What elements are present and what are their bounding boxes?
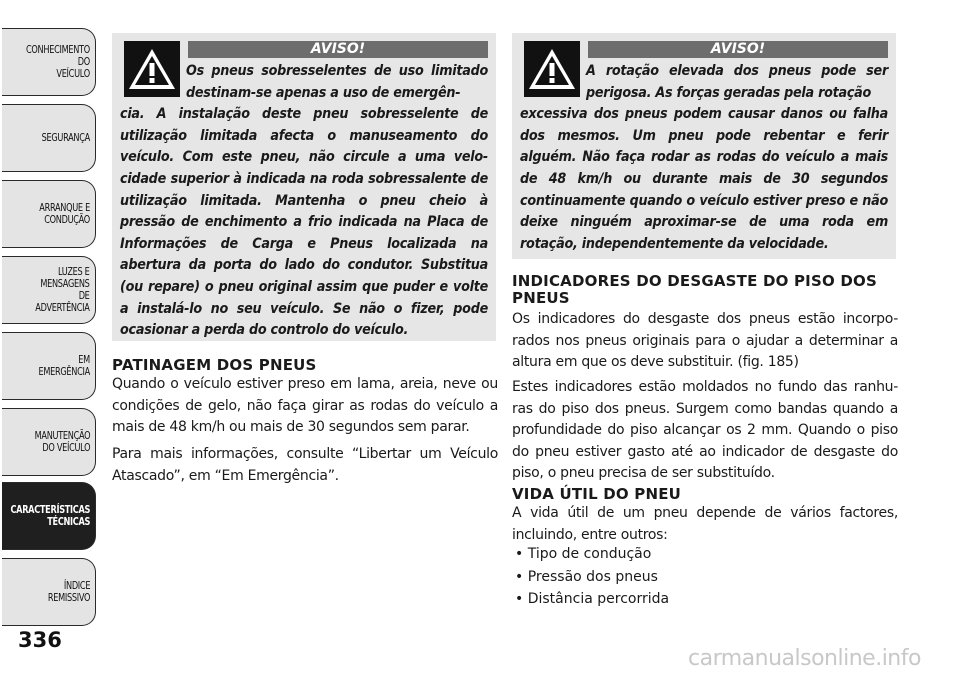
section-title-vida-util: VIDA ÚTIL DO PNEU bbox=[512, 485, 682, 503]
paragraph-indicadores-2: Estes indicadores estão moldados no fundo das ranhu-ras do piso dos pneus. Surgem como bandas quando a profundidade do piso alcançar os 2 mm. Quando o piso do pneu estiver gasto até ao indicador de desgaste do piso, o pneu precisa de ser substituído. bbox=[512, 379, 898, 481]
warning-text: Os pneus sobresselentes de uso limitado destinam-se apenas a uso de emergên- cia. A instalação deste pneu sobresselente de utilização limitada afecta o manuseamento do veículo. Com este pneu, não circule a uma velo-cidade superior à indicada na roda sobressalente de utilização limitada. Mantenha o pneu cheio à pressão de enchimento a frio indicada na Placa de Informações de Carga e Pneus localizada na abertura da porta do lado do condutor. Substitua (ou repare) o pneu original assim que puder e volte a instalá-lo no seu veículo. Se não o fizer, pode ocasionar a perda do controlo do veículo. bbox=[120, 63, 488, 339]
tab-caracteristicas-tecnicas[interactable]: CARACTERÍSTICAS TÉCNICAS bbox=[2, 482, 96, 550]
tab-luzes-e-mensagens[interactable]: LUZES E MENSAGENS DE ADVERTÊNCIA bbox=[2, 256, 96, 324]
paragraph-vida-util: A vida útil de um pneu depende de vários factores, incluindo, entre outros: bbox=[512, 505, 898, 543]
tab-conhecimento-do-veiculo[interactable]: CONHECIMENTO DO VEÍCULO bbox=[2, 28, 96, 96]
warning-text: A rotação elevada dos pneus pode ser perigosa. As forças geradas pela rotação excessiva dos pneus podem causar danos ou falha dos mesmos. Um pneu pode rebentar e ferir alguém. Não faça rodar as rodas do veículo a mais de 48 km/h ou durante mais de 30 segundos continuamente quando o veículo estiver preso e não deixe ninguém aproximar-se de uma roda em rotação, independentemente da velocidade. bbox=[520, 63, 888, 252]
tab-arranque-e-conducao[interactable]: ARRANQUE E CONDUÇÃO bbox=[2, 180, 96, 248]
tab-seguranca[interactable]: SEGURANÇA bbox=[2, 104, 96, 172]
warning-box-spare-tire bbox=[112, 33, 496, 341]
section-title-indicadores: INDICADORES DO DESGASTE DO PISO DOS PNEUS bbox=[512, 272, 877, 307]
section-title-patinagem: PATINAGEM DOS PNEUS bbox=[112, 356, 317, 374]
watermark: carmanualsonline.info bbox=[688, 646, 921, 671]
page-number: 336 bbox=[18, 628, 62, 652]
paragraph-consulte: Para mais informações, consulte “Libertar um Veículo Atascado”, em “Em Emergência”. bbox=[112, 446, 498, 484]
warning-title: AVISO! bbox=[588, 41, 888, 58]
factors-list bbox=[515, 543, 895, 611]
tab-manutencao-do-veiculo[interactable]: MANUTENÇÃO DO VEÍCULO bbox=[2, 408, 96, 476]
tab-indice-remissivo[interactable]: ÍNDICE REMISSIVO bbox=[2, 558, 96, 626]
warning-title: AVISO! bbox=[188, 41, 488, 58]
list-item: • Distância percorrida bbox=[515, 588, 895, 611]
warning-box-tire-spin bbox=[512, 33, 896, 259]
paragraph-patinagem: Quando o veículo estiver preso em lama, areia, neve ou condições de gelo, não faça girar as rodas do veículo a mais de 48 km/h ou mais de 30 segundos sem parar. bbox=[112, 376, 498, 435]
list-item: • Pressão dos pneus bbox=[515, 566, 895, 589]
paragraph-indicadores-1: Os indicadores do desgaste dos pneus estão incorpo-rados nos pneus originais para o ajudar a determinar a altura em que os deve substituir. (fig. 185) bbox=[512, 311, 898, 370]
warning-triangle-icon bbox=[524, 41, 580, 97]
warning-triangle-icon bbox=[124, 41, 180, 97]
tab-em-emergencia[interactable]: EM EMERGÊNCIA bbox=[2, 332, 96, 400]
list-item: • Tipo de condução bbox=[515, 543, 895, 566]
